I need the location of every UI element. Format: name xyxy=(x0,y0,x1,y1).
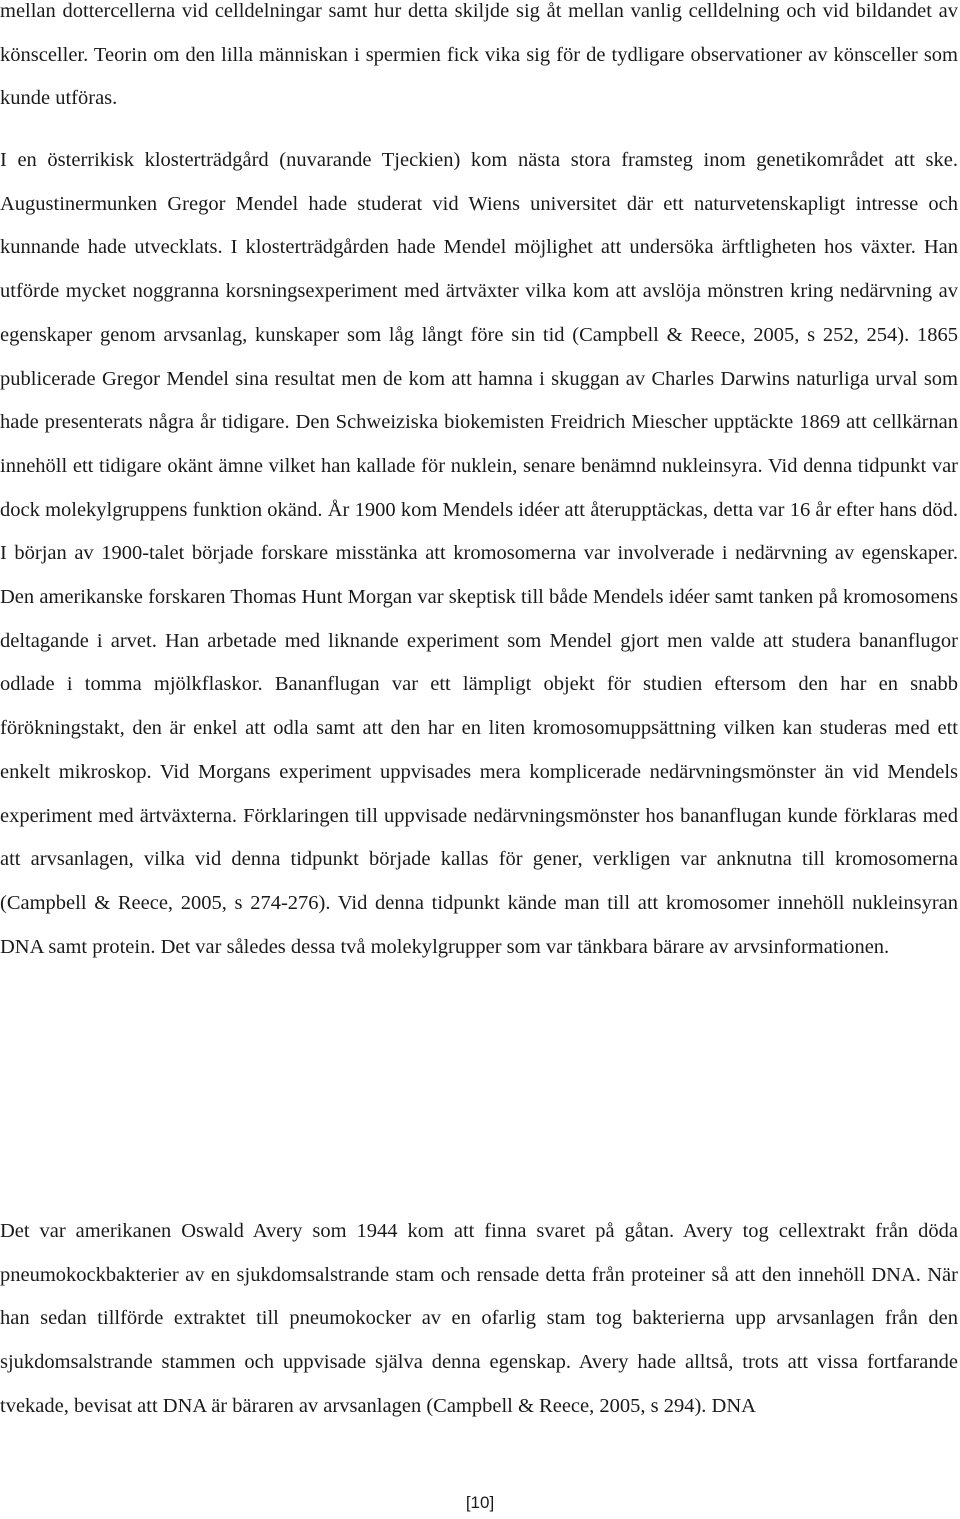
body-paragraph: I en österrikisk klosterträdgård (nuvarande Tjeckien) kom nästa stora framsteg inom genetikområdet att ske. Augustinermunken Gregor Mendel hade studerat vid Wiens universitet där ett naturvetenskapligt intresse och kunnande hade utvecklats. I klosterträdgården hade Mendel möjlighet att undersöka ärftligheten hos växter. Han utförde mycket noggranna korsningsexperiment med ärtväxter vilka kom att avslöja mönstren kring nedärvning av egenskaper genom arvsanlag, kunskaper som låg långt före sin tid (Campbell & Reece, 2005, s 252, 254). 1865 publicerade Gregor Mendel sina resultat men de kom att hamna i skuggan av Charles Darwins naturliga urval som hade presenterats några år tidigare. Den Schweiziska biokemisten Freidrich Miescher upptäckte 1869 att cellkärnan innehöll ett tidigare okänt ämne vilket han kallade för nuklein, senare benämnd nukleinsyra. Vid denna tidpunkt var dock molekylgruppens funktion okänd. År 1900 kom Mendels idéer att återupptäckas, detta var 16 år efter hans död. I början av 1900-talet började forskare misstänka att kromosomerna var involverade i nedärvning av egenskaper. Den amerikanske forskaren Thomas Hunt Morgan var skeptisk till både Mendels idéer samt tanken på kromosomens deltagande i arvet. Han arbetade med liknande experiment som Mendel gjort men valde att studera bananflugor odlade i tomma mjölkflaskor. Bananflugan var ett lämpligt objekt för studien eftersom den har en snabb förökningstakt, den är enkel att odla samt att den har en liten kromosomuppsättning vilken kan studeras med ett enkelt mikroskop. Vid Morgans experiment uppvisades mera komplicerade nedärvningsmönster än vid Mendels experiment med ärtväxterna. Förklaringen till uppvisade nedärvningsmönster hos bananflugan kunde förklaras med att arvsanlagen, vilka vid denna tidpunkt började kallas för gener, verkligen var anknutna till kromosomerna (Campbell & Reece, 2005, s 274-276). Vid denna tidpunkt kände man till att kromosomer innehöll nukleinsyran DNA samt protein. Det var således dessa två molekylgrupper som var tänkbara bärare av arvsinformationen. xyxy=(0,149,958,958)
body-paragraph: mellan dottercellerna vid celldelningar samt hur detta skiljde sig åt mellan vanlig celldelning och vid bildandet av könsceller. Teorin om den lilla människan i spermien fick vika sig för de tydligare observationer av könsceller som kunde utföras. xyxy=(0,0,958,110)
body-paragraph: Det var amerikanen Oswald Avery som 1944 kom att finna svaret på gåtan. Avery tog cellextrakt från döda pneumokockbakterier av en sjukdomsalstrande stam och rensade detta från proteiner så att den innehöll DNA. När han sedan tillförde extraktet till pneumokocker av en ofarlig stam tog bakterierna upp arvsanlagen från den sjukdomsalstrande stammen och uppvisade själva denna egenskap. Avery hade alltså, trots att vissa fortfarande tvekade, bevisat att DNA är bäraren av arvsanlagen (Campbell & Reece, 2005, s 294). DNA xyxy=(0,1220,958,1417)
page-number: [10] xyxy=(465,1493,495,1512)
